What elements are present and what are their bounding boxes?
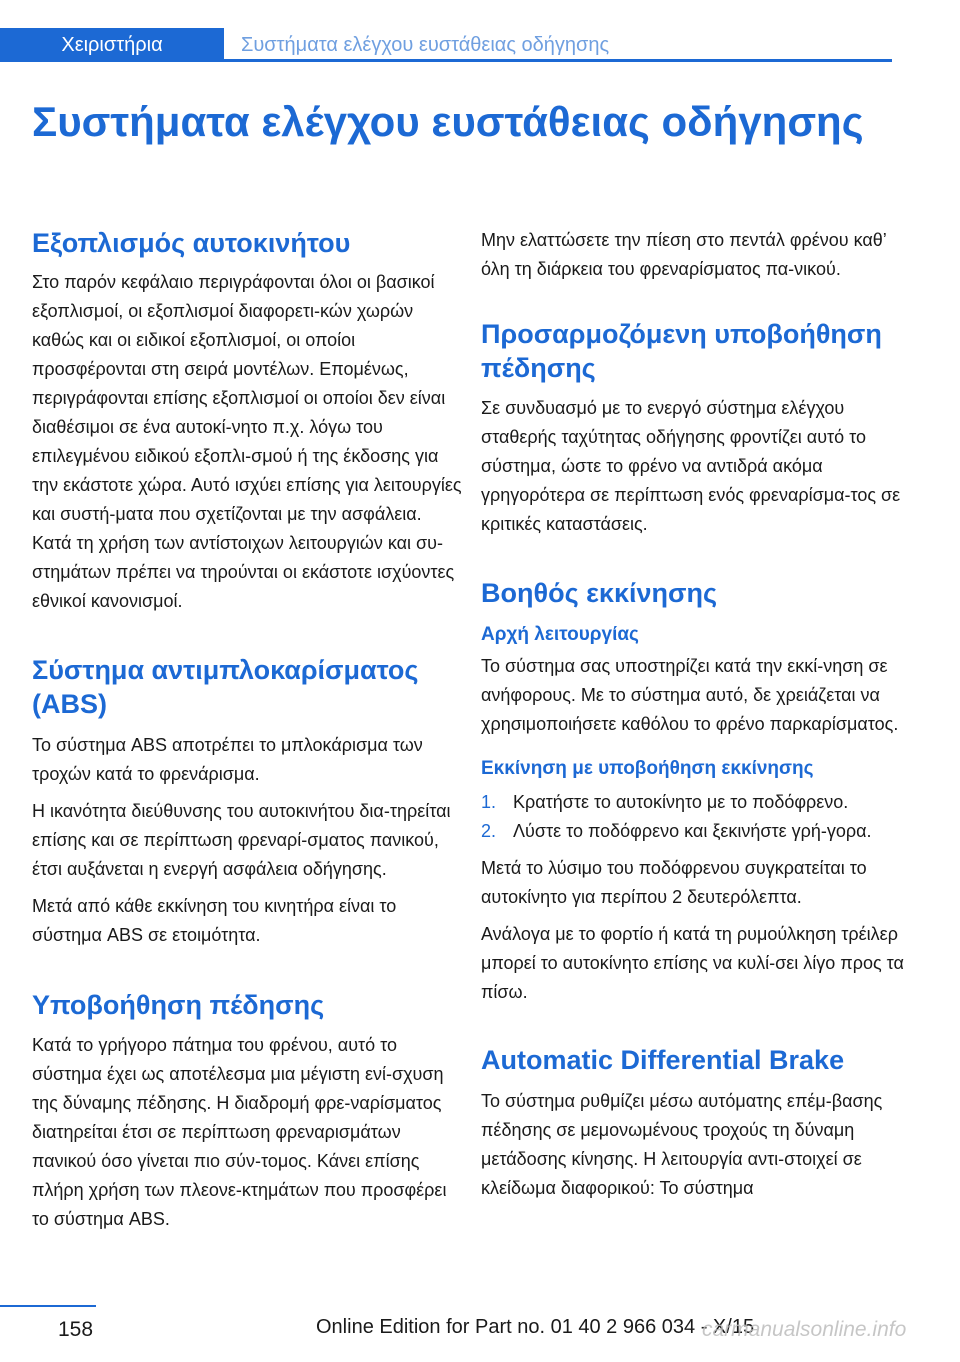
section-heading-brake-assist: Υποβοήθηση πέδησης (32, 990, 325, 1020)
step-number: 2. (481, 821, 497, 841)
list-item (481, 817, 911, 846)
paragraph: Μετά το λύσιμο του ποδόφρενου συγκρατείται το αυτοκίνητο για περίπου 2 δευτερόλεπτα. (481, 858, 867, 907)
paragraph: Μην ελαττώσετε την πίεση στο πεντάλ φρένου καθ’ όλη τη διάρκεια του φρεναρίσματος πα‐νικού. (481, 230, 887, 279)
subheading-principle: Αρχή λειτουργίας (481, 624, 639, 645)
paragraph: Το σύστημα ABS αποτρέπει το μπλοκάρισμα των τροχών κατά το φρενάρισμα. (32, 735, 423, 784)
paragraph: Η ικανότητα διεύθυνσης του αυτοκινήτου δια‐τηρείται επίσης και σε περίπτωση φρεναρί‐σματος πανικού, έτσι αυξάνεται η ενεργή ασφάλεια οδήγησης. (32, 801, 451, 879)
page-number: 158 (58, 1318, 94, 1341)
paragraph: Στο παρόν κεφάλαιο περιγράφονται όλοι οι βασικοί εξοπλισμοί, οι εξοπλισμοί διαφορετι‐κών χωρών καθώς και οι ειδικοί εξοπλισμοί, οι οποίοι προσφέρονται στη σειρά μοντέλων. Επομένως, περιγράφονται επίσης εξοπλισμοί οι οποίοι δεν είναι διαθέσιμοι σε ένα αυτοκί‐νητο π.χ. λόγω του επιλεγμένου ειδικού εξοπλι‐σμού ή της έκδοσης για την εκάστοτε χώρα. Αυτό ισχύει επίσης για λειτουργίες και συστή‐ματα που σχετίζονται με την ασφάλεια. Κατά τη χρήση των αντίστοιχων λειτουργιών και συ‐στημάτων πρέπει να τηρούνται οι εκάστοτε ισχύοντες εθνικοί κανονισμοί. (32, 272, 462, 611)
edition-note: Online Edition for Part no. 01 40 2 966 034 - X/15 (316, 1316, 755, 1338)
section-heading-adaptive-brake-assist: Προσαρμοζόμενη υποβοήθηση πέδησης (481, 319, 882, 383)
paragraph: Κατά το γρήγορο πάτημα του φρένου, αυτό το σύστημα έχει ως αποτέλεσμα μια μέγιστη ενί‐σχυση της δύναμης πέδησης. Η διαδρομή φρε‐ναρίσματος διατηρείται έτσι σε περίπτωση φρεναρισμάτων πανικού όσο γίνεται πιο σύν‐τομος. Κάνει επίσης πλήρη χρήση των πλεονε‐κτημάτων που προσφέρει το σύστημα ABS. (32, 1035, 447, 1229)
steps-list (481, 788, 911, 846)
step-text: Κρατήστε το αυτοκίνητο με το ποδόφρενο. (513, 792, 849, 812)
paragraph: Το σύστημα ρυθμίζει μέσω αυτόματης επέμ‐βασης πέδησης σε μεμονωμένους τροχούς τη δύναμη μετάδοσης κίνησης. Η λειτουργία αντι‐στοιχεί σε κλείδωμα διαφορικού: Το σύστημα (481, 1091, 883, 1198)
paragraph: Μετά από κάθε εκκίνηση του κινητήρα είναι το σύστημα ABS σε ετοιμότητα. (32, 896, 397, 945)
section-heading-equipment: Εξοπλισμός αυτοκινήτου (32, 228, 351, 258)
subheading-start-with-assist: Εκκίνηση με υποβοήθηση εκκίνησης (481, 758, 814, 779)
paragraph: Ανάλογα με το φορτίο ή κατά τη ρυμούλκηση τρέιλερ μπορεί το αυτοκίνητο επίσης να κυλί‐σει λίγο προς τα πίσω. (481, 924, 904, 1002)
header-bar (0, 28, 892, 62)
page-title: Συστήματα ελέγχου ευστάθειας οδήγησης (32, 98, 864, 145)
list-item (481, 788, 911, 817)
section-heading-adb: Automatic Differential Brake (481, 1045, 845, 1075)
section-heading-hill-start: Βοηθός εκκίνησης (481, 578, 718, 608)
left-column (32, 226, 462, 1234)
section-tab[interactable]: Χειριστήρια (0, 28, 224, 62)
paragraph: Σε συνδυασμό με το ενεργό σύστημα ελέγχου σταθερής ταχύτητας οδήγησης φροντίζει αυτό το σύστημα, ώστε το φρένο να αντιδρά ακόμα γρηγορότερα σε περίπτωση ενός φρεναρίσμα‐τος σε κριτικές καταστάσεις. (481, 398, 901, 534)
chapter-tab[interactable]: Συστήματα ελέγχου ευστάθειας οδήγησης (241, 33, 610, 56)
right-column (481, 226, 911, 1203)
footer-rule (0, 1305, 96, 1307)
watermark: carmanualsonline.info (702, 1318, 907, 1341)
step-number: 1. (481, 792, 497, 812)
section-heading-abs: Σύστημα αντιμπλοκαρίσματος (ABS) (32, 655, 419, 719)
step-text: Λύστε το ποδόφρενο και ξεκινήστε γρή‐γορα. (513, 821, 872, 841)
paragraph: Το σύστημα σας υποστηρίζει κατά την εκκί‐νηση σε ανήφορους. Με το σύστημα αυτό, δε χρειάζεται να χρησιμοποιήσετε καθόλου το φρένο παρκαρίσματος. (481, 656, 899, 734)
